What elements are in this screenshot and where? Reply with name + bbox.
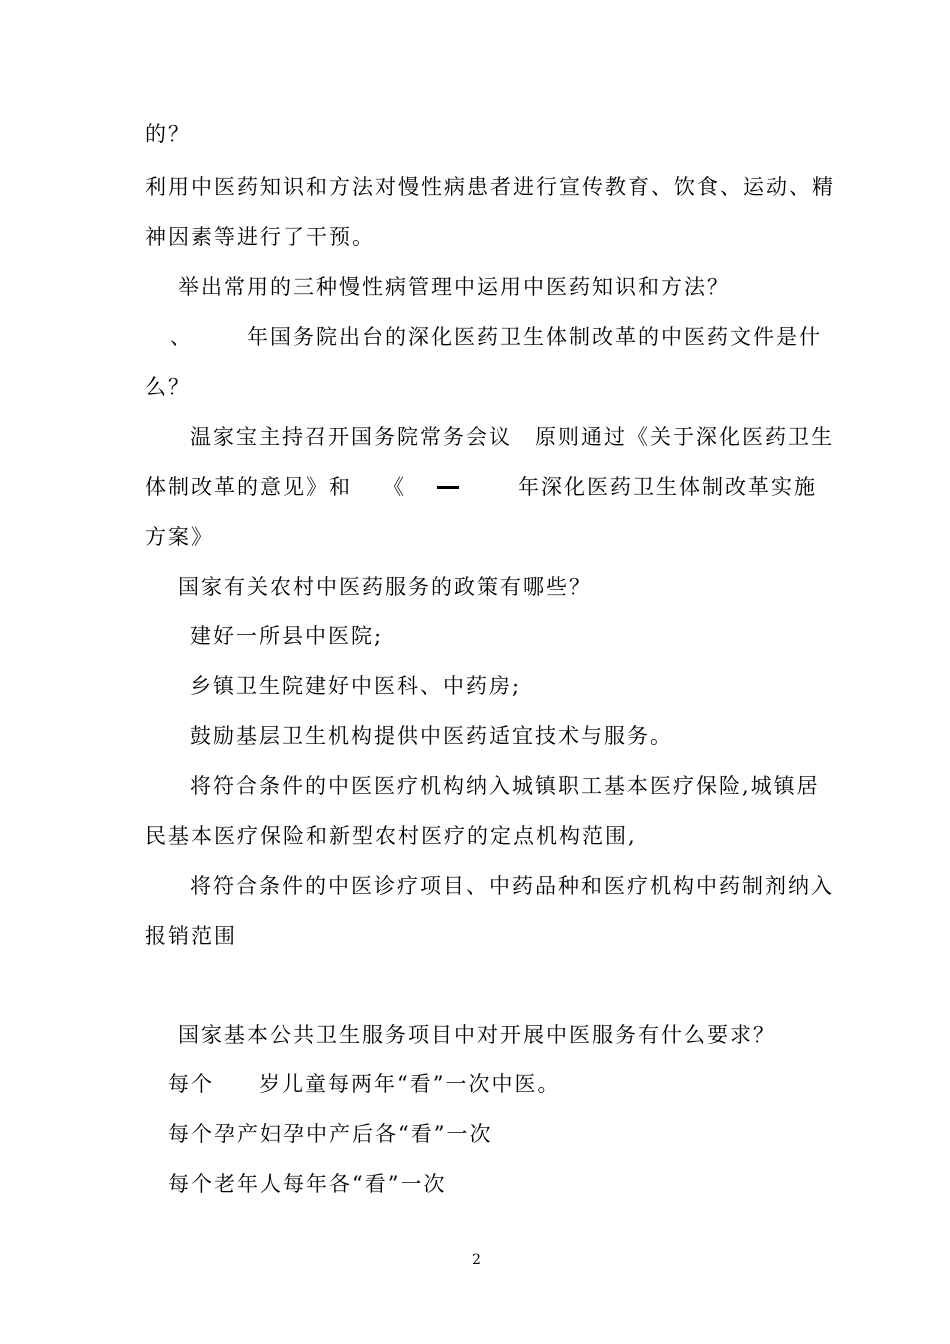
text-line: 方案》 xyxy=(145,525,214,549)
text-line: 年国务院出台的深化医药卫生体制改革的中医药文件是什 xyxy=(247,325,822,349)
text-line: 乡镇卫生院建好中医科、中药房; xyxy=(190,674,522,698)
text-line: 国家有关农村中医药服务的政策有哪些？ xyxy=(178,575,592,599)
text-line: 民基本医疗保险和新型农村医疗的定点机构范围, xyxy=(145,824,637,848)
dash-mark xyxy=(437,486,459,489)
text-line: 建好一所县中医院; xyxy=(190,624,384,648)
text-line: 岁儿童每两年“看”一次中医。 xyxy=(259,1072,561,1096)
text-line: 、 xyxy=(170,325,193,349)
text-line: 神因素等进行了干预。 xyxy=(145,225,375,249)
text-line: 报销范围 xyxy=(145,924,237,948)
text-line: 每个老年人每年各“看”一次 xyxy=(168,1172,447,1196)
text-line: 每个 xyxy=(168,1072,214,1096)
text-line: 利用中医药知识和方法对慢性病患者进行宣传教育、饮食、运动、精 xyxy=(145,175,835,199)
text-line: 将符合条件的中医医疗机构纳入城镇职工基本医疗保险,城镇居 xyxy=(190,774,820,798)
text-line: 年深化医药卫生体制改革实施 xyxy=(518,475,817,499)
text-line: 将符合条件的中医诊疗项目、中药品种和医疗机构中药制剂纳入 xyxy=(190,874,834,898)
text-line: 《 xyxy=(383,475,406,499)
text-line: 的？ xyxy=(145,122,191,146)
text-line: 么？ xyxy=(145,375,191,399)
text-line: 国家基本公共卫生服务项目中对开展中医服务有什么要求？ xyxy=(178,1023,776,1047)
text-line: 温家宝主持召开国务院常务会议 原则通过《关于深化医药卫生 xyxy=(190,425,834,449)
text-line: 鼓励基层卫生机构提供中医药适宜技术与服务。 xyxy=(190,724,673,748)
text-line: 体制改革的意见》和 xyxy=(145,475,352,499)
page-number: 2 xyxy=(472,1252,481,1268)
text-line: 每个孕产妇孕中产后各“看”一次 xyxy=(168,1122,493,1146)
text-line: 举出常用的三种慢性病管理中运用中医药知识和方法？ xyxy=(178,275,730,299)
